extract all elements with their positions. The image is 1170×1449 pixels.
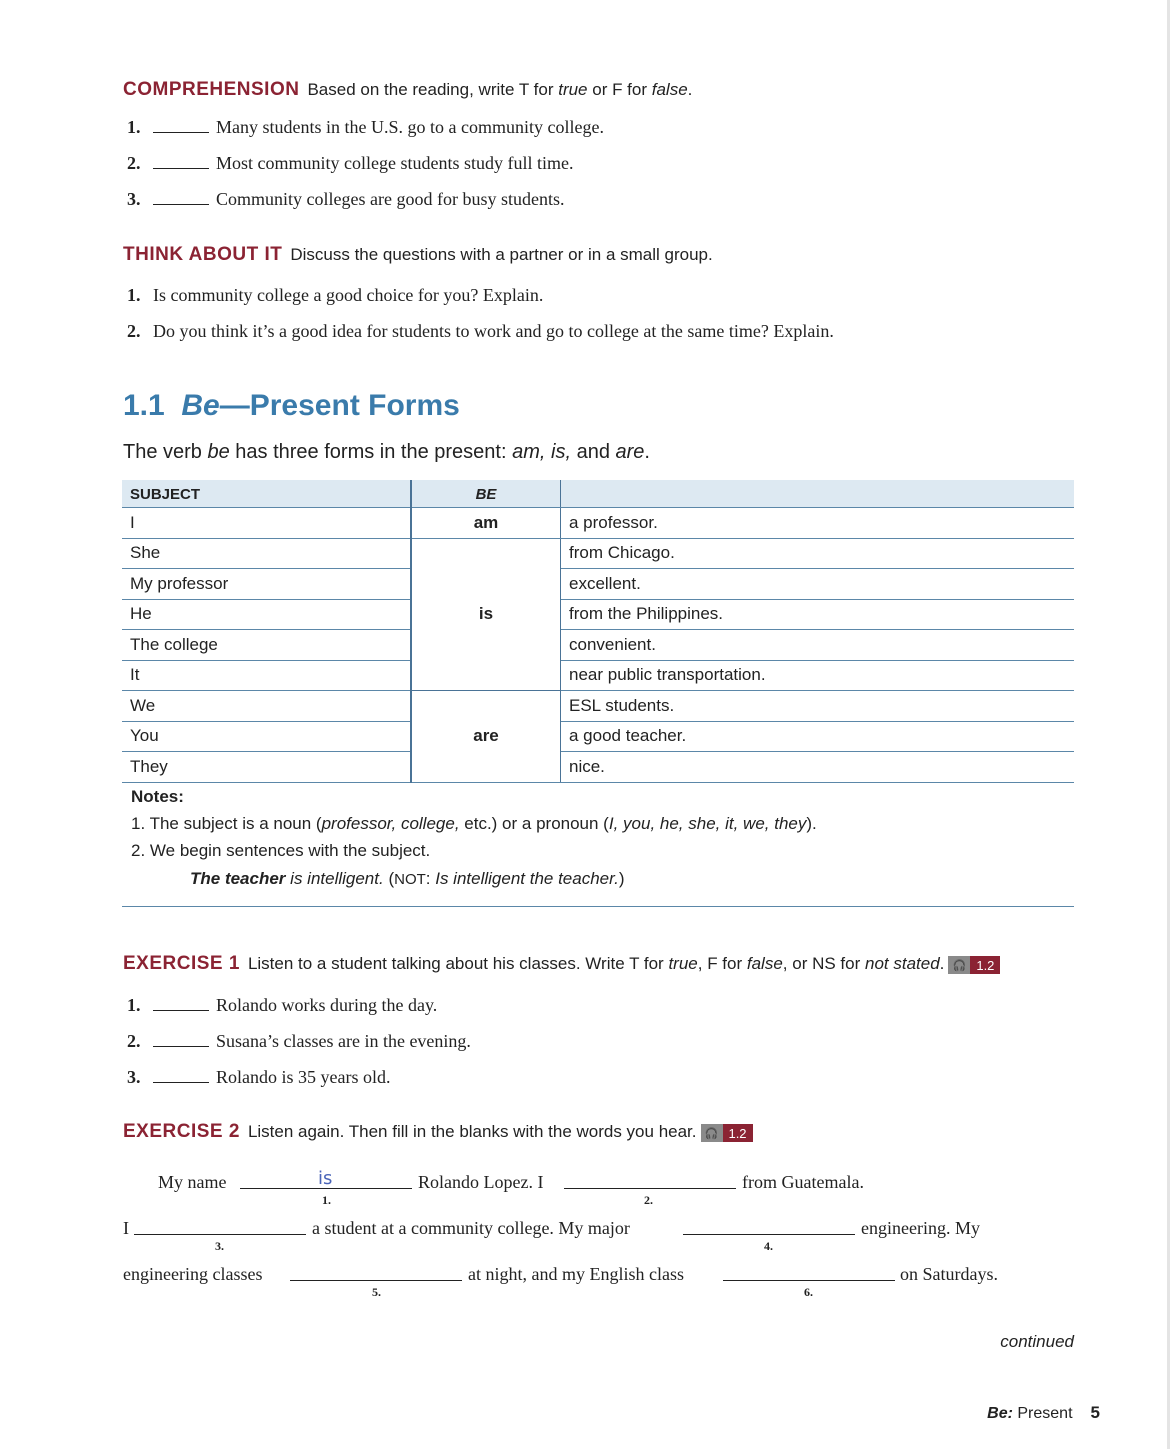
headphones-icon: 🎧 (701, 1124, 723, 1142)
answer-blank[interactable] (153, 203, 209, 205)
comprehension-item: 3. Community colleges are good for busy students. (127, 189, 565, 209)
answer-blank[interactable] (153, 167, 209, 169)
note-example: The teacher is intelligent. (NOT: Is intelligent the teacher.) (190, 869, 625, 888)
table-row: My professor excellent. (122, 569, 1074, 600)
table-row: I am a professor. (122, 508, 1074, 539)
be-forms-table (122, 480, 1074, 783)
fill-blank[interactable] (290, 1280, 462, 1281)
fill-blank[interactable] (683, 1234, 855, 1235)
table-header: SUBJECT BE (122, 481, 1074, 508)
think-question: 2. Do you think it’s a good idea for students to work and go to college at the same time? Explain. (127, 321, 834, 341)
table-row: They nice. (122, 752, 1074, 783)
exercise1-item: 3. Rolando is 35 years old. (127, 1067, 391, 1087)
table-row: The college convenient. (122, 630, 1074, 661)
section-title: 1.1 Be—Present Forms (123, 389, 460, 422)
answer-blank[interactable] (153, 1045, 209, 1047)
answer-blank[interactable] (153, 1009, 209, 1011)
comprehension-item: 1. Many students in the U.S. go to a community college. (127, 117, 604, 137)
exercise1-instructions: EXERCISE 1 Listen to a student talking about his classes. Write T for true, F for false, or NS for not stated. 🎧 1.2 (123, 953, 1000, 975)
think-heading: THINK ABOUT IT (123, 244, 283, 265)
note-1: 1. The subject is a noun (professor, college, etc.) or a pronoun (I, you, he, she, it, we, they). (131, 814, 817, 833)
handwritten-answer: is (318, 1168, 333, 1189)
section-divider (122, 906, 1074, 907)
comprehension-instructions: COMPREHENSION Based on the reading, write T for true or F for false. (123, 79, 693, 100)
fill-blank[interactable] (564, 1188, 736, 1189)
audio-track-badge[interactable]: 🎧 1.2 (701, 1124, 753, 1142)
table-row: She is from Chicago. (122, 538, 1074, 569)
page-number: 5 (1090, 1403, 1100, 1422)
table-row: He from the Philippines. (122, 599, 1074, 630)
table-row: We are ESL students. (122, 691, 1074, 722)
fill-blank[interactable] (723, 1280, 895, 1281)
answer-blank[interactable] (153, 1081, 209, 1083)
think-question: 1. Is community college a good choice for you? Explain. (127, 285, 544, 305)
notes-heading: Notes: (131, 787, 184, 806)
think-instructions: THINK ABOUT IT Discuss the questions with a partner or in a small group. (123, 244, 713, 265)
comprehension-item: 2. Most community college students study full time. (127, 153, 574, 173)
table-row: You a good teacher. (122, 721, 1074, 752)
section-intro: The verb be has three forms in the present: am, is, and are. (123, 441, 650, 463)
exercise1-heading: EXERCISE 1 (123, 953, 240, 974)
table-row: It near public transportation. (122, 660, 1074, 691)
fill-blank[interactable] (134, 1234, 306, 1235)
exercise1-item: 2. Susana’s classes are in the evening. (127, 1031, 471, 1051)
exercise2-instructions: EXERCISE 2 Listen again. Then fill in the blanks with the words you hear. 🎧 1.2 (123, 1121, 753, 1143)
exercise2-heading: EXERCISE 2 (123, 1121, 240, 1142)
note-2: 2. We begin sentences with the subject. (131, 841, 431, 860)
headphones-icon: 🎧 (948, 956, 970, 974)
exercise1-item: 1. Rolando works during the day. (127, 995, 438, 1015)
comprehension-heading: COMPREHENSION (123, 79, 300, 100)
audio-track-badge[interactable]: 🎧 1.2 (948, 956, 1000, 974)
running-footer: Be: Present 5 (987, 1403, 1100, 1422)
continued-label: continued (1000, 1332, 1074, 1351)
answer-blank[interactable] (153, 131, 209, 133)
